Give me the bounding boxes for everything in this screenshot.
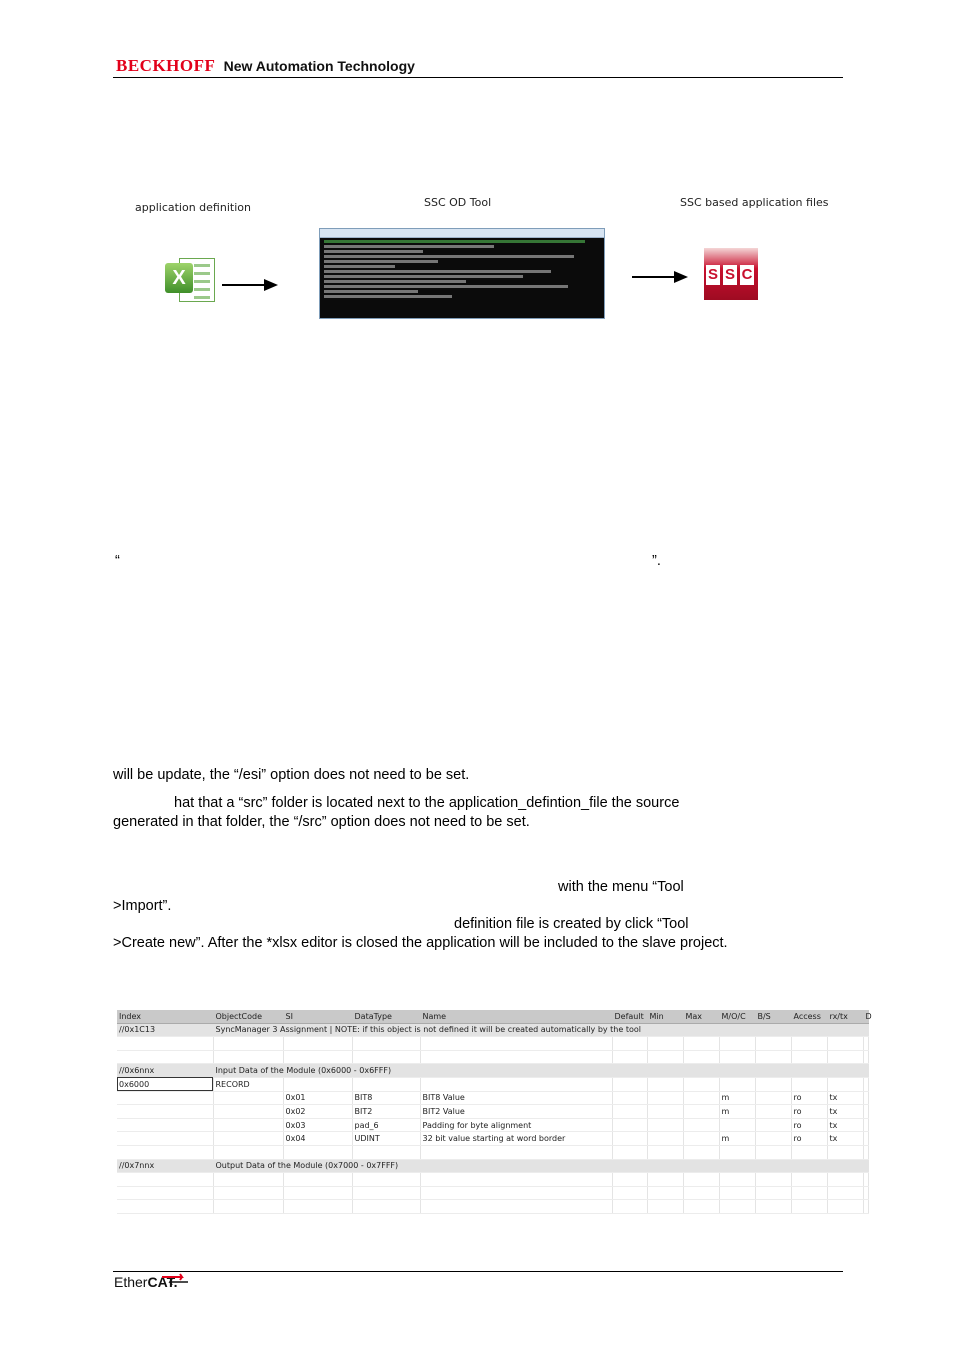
col-header: M/O/C — [719, 1010, 755, 1023]
ssc-letter: S — [724, 266, 735, 283]
cell-index[interactable]: //0x1C13 — [117, 1023, 213, 1037]
arrow-right-icon — [632, 276, 676, 278]
col-header: Default — [612, 1010, 647, 1023]
table-row — [117, 1145, 868, 1159]
paragraph-esi-option: will be update, the “/esi” option does not need to be set. — [113, 767, 470, 783]
cell-access[interactable]: ro — [791, 1105, 827, 1119]
col-header: ObjectCode — [213, 1010, 283, 1023]
table-row — [117, 1105, 868, 1119]
cell-index-selected[interactable]: 0x6000 — [117, 1077, 213, 1091]
cell-datatype[interactable]: UDINT — [352, 1132, 420, 1146]
col-header: rx/tx — [827, 1010, 863, 1023]
col-header: Max — [683, 1010, 719, 1023]
table-row — [117, 1200, 868, 1214]
table-row — [117, 1037, 868, 1051]
cell-si[interactable]: 0x03 — [283, 1118, 352, 1132]
cell-access[interactable]: ro — [791, 1091, 827, 1105]
header-rule — [113, 77, 843, 78]
ssc-letter: S — [707, 266, 718, 283]
close-quote: ”. — [652, 553, 661, 569]
table-row — [117, 1091, 868, 1105]
table-row — [117, 1118, 868, 1132]
table-row — [117, 1077, 868, 1091]
cell-moc[interactable]: m — [719, 1091, 755, 1105]
cell-index[interactable]: //0x7nnx — [117, 1159, 213, 1173]
table-row — [117, 1064, 868, 1078]
excel-badge: X — [165, 263, 193, 293]
arrow-right-icon — [222, 284, 266, 286]
cell-moc[interactable]: m — [719, 1132, 755, 1146]
caption-application-definition: application definition — [135, 201, 251, 214]
beckhoff-logo: BECKHOFF — [116, 56, 216, 75]
caption-ssc-application-files: SSC based application files — [680, 196, 829, 209]
ssc-od-tool-console-screenshot — [319, 228, 605, 319]
paragraph-create-new: >Create new”. After the *xlsx editor is closed the application will be included to the slave project. — [113, 935, 728, 951]
ssc-letter: C — [741, 266, 753, 283]
col-header: DataType — [352, 1010, 420, 1023]
arrow-head-icon — [674, 271, 688, 283]
cell-name[interactable]: BIT2 Value — [420, 1105, 612, 1119]
table-row — [117, 1050, 868, 1064]
cell-si[interactable]: 0x04 — [283, 1132, 352, 1146]
paragraph-src-option: generated in that folder, the “/src” option does not need to be set. — [113, 814, 530, 830]
cell-access[interactable]: ro — [791, 1118, 827, 1132]
footer-rule — [113, 1271, 843, 1272]
cell-index[interactable]: //0x6nnx — [117, 1064, 213, 1078]
table-row — [117, 1132, 868, 1146]
arrow-head-icon — [264, 279, 278, 291]
ssc-logo-icon — [704, 248, 758, 300]
ethercat-arrow-icon — [160, 1273, 190, 1285]
excel-file-icon — [165, 255, 215, 303]
cell-si[interactable]: 0x01 — [283, 1091, 352, 1105]
col-header: D — [863, 1010, 868, 1023]
header-brand — [116, 56, 415, 76]
cell-rxtx[interactable]: tx — [827, 1105, 863, 1119]
cell-moc[interactable] — [719, 1118, 755, 1132]
col-header: Access — [791, 1010, 827, 1023]
paragraph-definition-file: definition file is created by click “Tool — [454, 916, 689, 932]
paragraph-src-folder: hat that a “src” folder is located next to the application_defintion_file the source — [174, 795, 680, 811]
table-row — [117, 1159, 868, 1173]
cell-rxtx[interactable]: tx — [827, 1118, 863, 1132]
cell-access[interactable]: ro — [791, 1132, 827, 1146]
cell-datatype[interactable]: pad_6 — [352, 1118, 420, 1132]
caption-ssc-od-tool: SSC OD Tool — [424, 196, 492, 209]
cell-name[interactable]: 32 bit value starting at word border — [420, 1132, 612, 1146]
col-header: Min — [647, 1010, 683, 1023]
cell-objectcode[interactable]: RECORD — [213, 1077, 283, 1091]
console-title-bar — [320, 229, 604, 238]
open-quote: “ — [115, 553, 120, 569]
paragraph-import: >Import”. — [113, 898, 172, 914]
table-row — [117, 1173, 868, 1187]
col-header: B/S — [755, 1010, 791, 1023]
cell-rxtx[interactable]: tx — [827, 1091, 863, 1105]
col-header: Name — [420, 1010, 612, 1023]
table-row — [117, 1186, 868, 1200]
cell-description[interactable]: SyncManager 3 Assignment | NOTE: if this object is not defined it will be created automatically by the tool — [213, 1023, 868, 1037]
col-header: SI — [283, 1010, 352, 1023]
cell-moc[interactable]: m — [719, 1105, 755, 1119]
cell-datatype[interactable]: BIT8 — [352, 1091, 420, 1105]
cell-rxtx[interactable]: tx — [827, 1132, 863, 1146]
table-row — [117, 1023, 868, 1037]
cell-description[interactable]: Output Data of the Module (0x7000 - 0x7FFF) — [213, 1159, 868, 1173]
cell-name[interactable]: BIT8 Value — [420, 1091, 612, 1105]
cell-si[interactable]: 0x02 — [283, 1105, 352, 1119]
cell-datatype[interactable]: BIT2 — [352, 1105, 420, 1119]
cell-description[interactable]: Input Data of the Module (0x6000 - 0x6FFF) — [213, 1064, 868, 1078]
col-header: Index — [117, 1010, 213, 1023]
ethercat-logo-suffix: CAT. — [147, 1274, 178, 1290]
sheet-header-row — [117, 1010, 868, 1023]
brand-tagline: New Automation Technology — [223, 58, 415, 74]
ethercat-logo-prefix: Ether — [114, 1274, 148, 1290]
application-definition-spreadsheet — [117, 1010, 872, 1214]
cell-name[interactable]: Padding for byte alignment — [420, 1118, 612, 1132]
paragraph-tool-menu: with the menu “Tool — [558, 879, 684, 895]
